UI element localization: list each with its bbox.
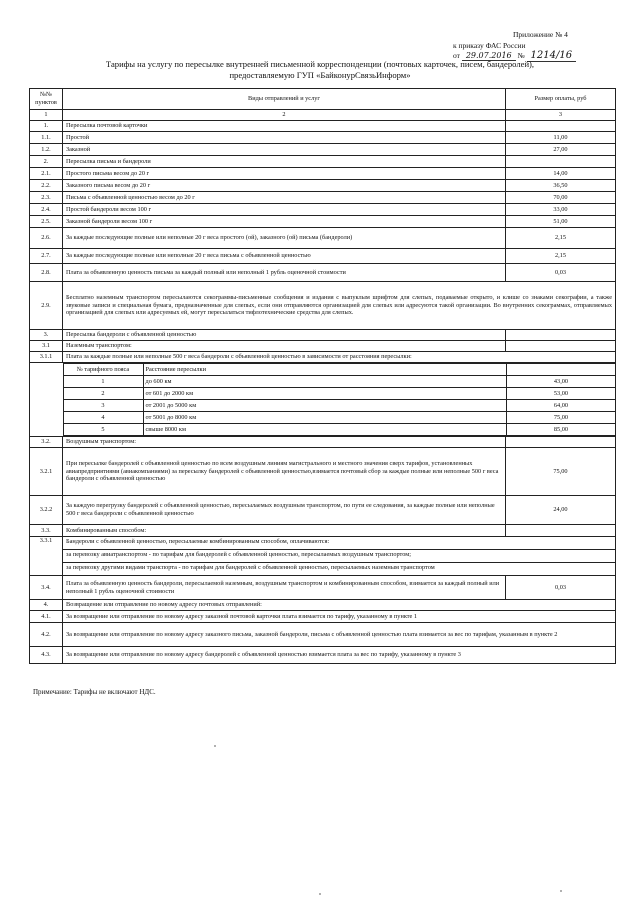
zone-header: № тарифного пояса [63,364,143,376]
row-desc: Возвращение или отправление по новому адресу почтовых отправлений: [63,600,616,611]
table-row [30,180,616,192]
distance-price: 64,00 [506,400,616,412]
row-desc: Письма с объявленной ценностью весом до 20 г [63,192,506,204]
row-desc: За возвращение или отправление по новому адресу заказной почтовой карточки плата взимается по тарифу, указанному в пункте 1 [63,611,616,623]
table-row [30,647,616,664]
row-desc: Заказной [63,144,506,156]
table-row [30,496,616,525]
zone: 3 [63,400,143,412]
order-date: 29.07.2016 [462,51,516,61]
distance-header-price [506,364,616,376]
table-row [30,341,616,352]
table-row [30,330,616,341]
distance-price: 43,00 [506,376,616,388]
row-price: 14,00 [506,168,616,180]
row-desc: Плата за объявленную ценность бандероли, пересылаемой наземным, воздушным транспортом и комбинированным способом, взимается за каждый полный или неполный 1 рубль оценочной стоимости [63,576,506,600]
row-desc: за перевозку другими видами транспорта - по тарифам для бандеролей с объявленной ценностью, пересылаемых наземным транспортом [66,564,435,571]
row-desc: За каждые последующие полные или неполные 20 г веса письма с объявленной ценностью [63,249,506,264]
row-desc: За каждую перегрузку бандеролей с объявленной ценностью, пересылаемых воздушным транспортом, по пути ее следования, за каждые полные или неполные 500 г веса бандероли с объявленной ценностью [63,496,506,525]
distance-row [63,424,616,436]
table-row [30,249,616,264]
header-price: Размер оплаты, руб [506,89,616,110]
scan-speck [319,893,321,895]
table-row [30,611,616,623]
distance-price: 53,00 [506,388,616,400]
row-num: 2.5. [30,216,63,228]
row-price: 0,03 [506,576,616,600]
distance-gutter [30,363,63,437]
distance: свыше 8000 км [143,424,506,436]
row-desc: Бесплатно наземным транспортом пересылаются секограммы-письменные сообщения и издания с выпуклым шрифтом для слепых, подаваемые открыто, и клише со знаками секографии, а также звуковые записи и специальная бумага, предназначенные для слепых, если они отправляются организацией для слепых или адресуются такой организации. Во внутренних секограммах, отправляемых организацией для слепых или адресуемых ей, могут пересылаться тифлотехнические средства для слепых. [63,282,616,330]
distance-table-row [30,363,616,437]
table-row [30,282,616,330]
order-from-label: от [453,51,460,60]
row-price: 51,00 [506,216,616,228]
distance-row [63,388,616,400]
row-num: 2.2. [30,180,63,192]
row-price: 2,15 [506,228,616,249]
row-desc: Бандероли с объявленной ценностью, пересылаемые комбинированным способом, оплачиваются: [63,537,615,550]
table-row [30,537,616,576]
row-desc: За возвращение или отправление по новому адресу бандеролей с объявленной ценностью взимается плата за вес по тарифу, указанному в пункте 3 [63,647,616,664]
table-row [30,264,616,282]
row-desc: Пересылка почтовой карточки [63,121,506,132]
row-num: 4. [30,600,63,611]
row-price [506,156,616,168]
order-number: 1214/16 [527,50,577,62]
row-price [506,437,616,448]
row-desc: При пересылке бандеролей с объявленной ценностью по всем воздушным линиям магистрального и местного значения сверх тарифов, установленных авиапредприятиями (авиакомпаниями) за пересылку бандеролей с объявленной ценностью,взимается почтовый сбор за каждые полные или неполные 500 г веса бандероли с объявленной ценностью [63,448,506,496]
row-num: 3. [30,330,63,341]
table-row [30,121,616,132]
appendix-label: Приложение № 4 [513,30,568,39]
row-price [506,330,616,341]
row-desc: Заказного письма весом до 20 г [63,180,506,192]
row-num: 1. [30,121,63,132]
row-price: 27,00 [506,144,616,156]
row-num: 2.7. [30,249,63,264]
row-price: 75,00 [506,448,616,496]
table-row [30,168,616,180]
row-price: 24,00 [506,496,616,525]
row-price [506,525,616,537]
distance-price: 75,00 [506,412,616,424]
row-desc: Плата за каждые полные или неполные 500 г веса бандероли с объявленной ценностью в зависимости от расстояния пересылки: [63,352,616,363]
row-num: 2.8. [30,264,63,282]
table-row [30,448,616,496]
column-index-row [30,110,616,121]
row-desc-multi [63,537,616,576]
row-desc: Простого письма весом до 20 г [63,168,506,180]
col-index: 3 [506,110,616,121]
col-index: 2 [63,110,506,121]
table-row [30,132,616,144]
row-desc: Плата за объявленную ценность письма за каждый полный или неполный 1 рубль оценочной стоимости [63,264,506,282]
row-num: 2.1. [30,168,63,180]
row-num: 3.1 [30,341,63,352]
row-desc: За возвращение или отправление по новому адресу заказного письма, заказной бандероли, письма с объявленной ценностью плата взимается за вес по тарифам, указанным в пункте 2 [63,623,616,647]
col-index: 1 [30,110,63,121]
row-price [506,341,616,352]
row-desc: Простой бандероли весом 100 г [63,204,506,216]
row-price [506,121,616,132]
row-num: 2. [30,156,63,168]
table-row [30,144,616,156]
table-row [30,156,616,168]
row-desc: Воздушным транспортом: [63,437,506,448]
distance-container [63,363,616,437]
row-num: 4.1. [30,611,63,623]
row-price: 2,15 [506,249,616,264]
distance-price: 85,00 [506,424,616,436]
row-num: 4.3. [30,647,63,664]
row-num: 4.2. [30,623,63,647]
zone: 4 [63,412,143,424]
row-price: 33,00 [506,204,616,216]
document-title [40,59,600,80]
row-num: 3.2.2 [30,496,63,525]
table-row [30,600,616,611]
row-num: 2.6. [30,228,63,249]
row-num: 2.3. [30,192,63,204]
table-row [30,437,616,448]
row-desc: Пересылка бандероли с объявленной ценностью [63,330,506,341]
table-row [30,576,616,600]
row-desc: Наземным транспортом: [63,341,506,352]
row-num: 1.2. [30,144,63,156]
title-line-1: Тарифы на услугу по пересылке внутренней письменной корреспонденции (почтовых карточек, писем, бандеролей), [105,59,535,69]
row-num: 3.1.1 [30,352,63,363]
tariff-table [29,88,616,664]
distance: от 601 до 2000 км [143,388,506,400]
table-header-row [30,89,616,110]
row-price: 70,00 [506,192,616,204]
zone: 2 [63,388,143,400]
order-reference: к приказу ФАС России [453,41,526,50]
distance: до 600 км [143,376,506,388]
row-num: 3.4. [30,576,63,600]
distance-row [63,376,616,388]
row-desc: За каждые последующие полные или неполные 20 г веса простого (ой), заказного (ой) письма (бандероли) [63,228,506,249]
distance-header [63,364,616,376]
table-row [30,192,616,204]
header-num: №№ пунктов [30,89,63,110]
row-num: 2.9. [30,282,63,330]
table-row [30,216,616,228]
table-row [30,228,616,249]
distance-header-label: Расстояние пересылки [143,364,506,376]
table-row [30,525,616,537]
distance: от 5001 до 8000 км [143,412,506,424]
table-row [30,623,616,647]
row-num: 3.3.1 [30,537,63,576]
distance-row [63,400,616,412]
row-desc: Заказной бандероли весом 100 г [63,216,506,228]
row-price: 11,00 [506,132,616,144]
row-desc: Пересылка письма и бандероли [63,156,506,168]
row-num: 1.1. [30,132,63,144]
footnote: Примечание: Тарифы не включают НДС. [33,688,156,696]
row-num: 2.4. [30,204,63,216]
title-line-2: предоставляемую ГУП «БайконурСвязьИнформ» [229,69,411,80]
row-desc: Комбинированным способом: [63,525,506,537]
distance-table [63,363,616,436]
table-row [30,352,616,363]
row-price: 0,03 [506,264,616,282]
row-desc: Простой [63,132,506,144]
header-type: Виды отправлений и услуг [63,89,506,110]
zone: 1 [63,376,143,388]
row-price: 36,50 [506,180,616,192]
zone: 5 [63,424,143,436]
row-desc: за перевозку авиатранспортом - по тарифам для бандеролей с объявленной ценностью, пересылаемых воздушным транспортом; [63,550,615,563]
scan-speck [214,745,216,747]
distance: от 2001 до 5000 км [143,400,506,412]
row-num: 3.2. [30,437,63,448]
scan-speck [560,890,562,892]
row-num: 3.2.1 [30,448,63,496]
distance-row [63,412,616,424]
order-number-label: № [517,51,525,60]
table-row [30,204,616,216]
row-num: 3.3. [30,525,63,537]
